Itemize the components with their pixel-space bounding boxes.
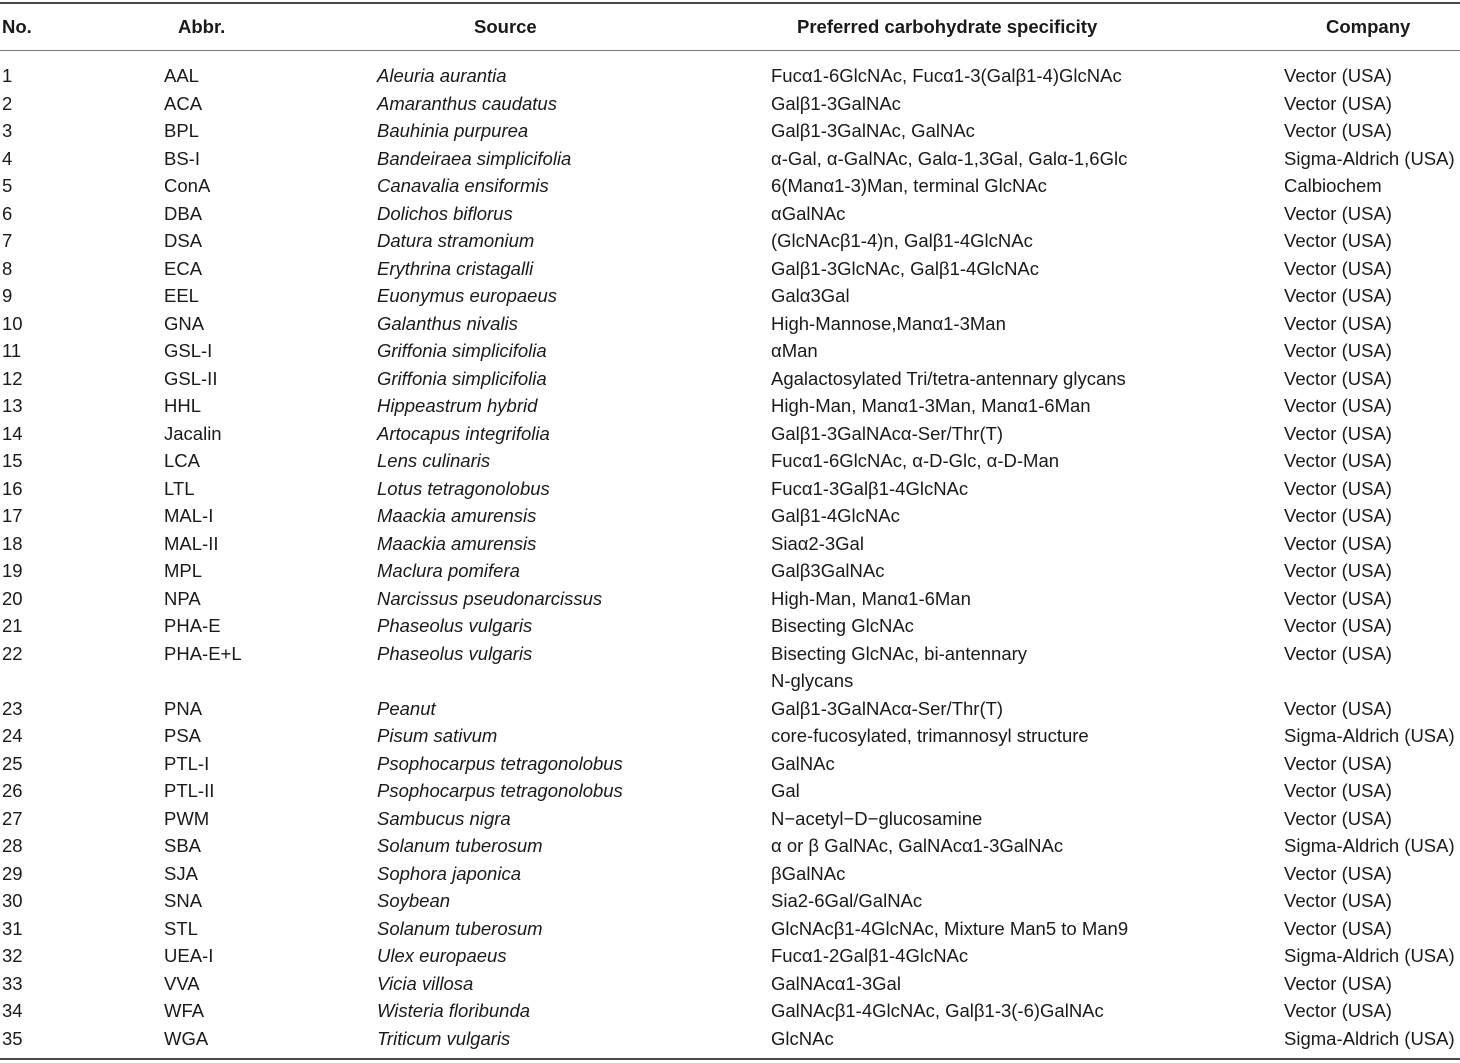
cell-company: Vector (USA) [1284,285,1392,306]
table-row [0,832,1460,860]
cell-no: 12 [2,367,23,389]
table-row [0,337,1460,365]
cell-abbr: WFA [164,1000,205,1021]
cell-abbr: GNA [164,312,205,334]
cell-source: Bandeiraea simplicifolia [377,147,572,169]
cell-no: 5 [2,175,13,196]
table-row [0,530,1460,558]
cell-source: Dolichos biflorus [377,202,513,224]
cell-no: 15 [2,450,23,471]
cell-abbr: DSA [164,230,203,251]
cell-source: Peanut [377,697,436,719]
cell-specificity: Fucα1-6GlcNAc, Fucα1-3(Galβ1-4)GlcNAc [771,65,1122,86]
cell-specificity: Galβ1-4GlcNAc [771,505,900,526]
cell-abbr: PTL-I [164,752,210,774]
cell-abbr: UEA-I [164,945,214,966]
cell-source: Vicia villosa [377,972,474,994]
table-row [0,145,1460,173]
table-row [0,887,1460,915]
cell-no: 11 [2,340,22,361]
cell-abbr: MAL-I [164,505,214,526]
cell-no: 28 [2,835,23,856]
cell-company: Vector (USA) [1284,477,1392,499]
header-source: Source [474,16,537,37]
cell-specificity: High-Man, Manα1-3Man, Manα1-6Man [771,395,1091,416]
cell-specificity: N−acetyl−D−glucosamine [771,807,983,829]
cell-abbr: Jacalin [164,422,222,444]
cell-company: Vector (USA) [1284,890,1392,911]
cell-specificity: High-Man, Manα1-6Man [771,587,971,609]
cell-company: Vector (USA) [1284,395,1392,416]
cell-source: Phaseolus vulgaris [377,615,533,636]
table-row [0,750,1460,778]
table-row [0,310,1460,338]
table-row [0,640,1460,695]
cell-source: Narcissus pseudonarcissus [377,587,603,609]
cell-source: Soybean [377,890,451,911]
cell-source: Sophora japonica [377,862,521,884]
cell-company: Vector (USA) [1284,257,1392,279]
cell-specificity: Galα3Gal [771,285,850,306]
cell-no: 14 [2,422,23,444]
cell-source: Pisum sativum [377,725,498,746]
cell-no: 18 [2,532,23,554]
cell-source: Hippeastrum hybrid [377,395,538,416]
cell-specificity: αMan [771,340,818,361]
cell-specificity: α-Gal, α-GalNAc, Galα-1,3Gal, Galα-1,6Glc [771,147,1128,169]
cell-company: Vector (USA) [1284,752,1392,774]
cell-no: 25 [2,752,23,774]
cell-abbr: ECA [164,257,203,279]
cell-specificity: Agalactosylated Tri/tetra-antennary glycans [771,367,1126,389]
cell-source: Maackia amurensis [377,532,537,554]
cell-specificity: Sia2-6Gal/GalNAc [771,890,923,911]
table-row [0,942,1460,970]
cell-abbr: GSL-II [164,367,218,389]
table-row [0,970,1460,998]
cell-no: 21 [2,615,23,636]
cell-specificity: Bisecting GlcNAc [771,615,914,636]
cell-abbr: DBA [164,202,203,224]
cell-company: Vector (USA) [1284,917,1392,939]
cell-abbr: AAL [164,65,199,86]
cell-company: Vector (USA) [1284,532,1392,554]
cell-source: Sambucus nigra [377,807,511,829]
table-row [0,997,1460,1025]
cell-company: Vector (USA) [1284,202,1392,224]
cell-no: 8 [2,257,13,279]
cell-no: 10 [2,312,23,334]
table-row [0,585,1460,613]
cell-specificity: Galβ1-3GalNAc, GalNAc [771,120,975,141]
cell-no: 33 [2,972,23,994]
table-row [0,62,1460,90]
cell-no: 20 [2,587,23,609]
cell-specificity: Fucα1-2Galβ1-4GlcNAc [771,945,969,966]
cell-abbr: MAL-II [164,532,219,554]
cell-source: Phaseolus vulgaris [377,642,533,664]
cell-specificity: GlcNAc [771,1027,834,1049]
cell-no: 2 [2,92,13,114]
cell-specificity: Siaα2-3Gal [771,532,864,554]
cell-specificity: Galβ1-3GlcNAc, Galβ1-4GlcNAc [771,257,1040,279]
cell-company: Vector (USA) [1284,340,1392,361]
cell-company: Vector (USA) [1284,807,1392,829]
cell-company: Vector (USA) [1284,972,1392,994]
cell-abbr: STL [164,917,198,939]
table-row [0,420,1460,448]
table-header-rule [0,50,1460,51]
header-specificity: Preferred carbohydrate specificity [797,16,1098,37]
cell-source: Canavalia ensiformis [377,175,549,196]
cell-abbr: LCA [164,450,200,471]
table-row [0,475,1460,503]
cell-abbr: PHA-E+L [164,642,242,664]
cell-no: 16 [2,477,23,499]
cell-source: Artocapus integrifolia [377,422,550,444]
cell-specificity: Fucα1-6GlcNAc, α-D-Glc, α-D-Man [771,450,1060,471]
cell-company: Vector (USA) [1284,587,1392,609]
header-no: No. [2,16,32,37]
cell-company: Vector (USA) [1284,450,1392,471]
cell-no: 6 [2,202,13,224]
cell-abbr: PSA [164,725,202,746]
table-row [0,612,1460,640]
cell-company: Vector (USA) [1284,780,1392,801]
cell-abbr: MPL [164,560,203,581]
cell-specificity: core-fucosylated, trimannosyl structure [771,725,1089,746]
cell-no: 31 [2,917,23,939]
table-row [0,557,1460,585]
cell-specificity: βGalNAc [771,862,846,884]
cell-no: 34 [2,1000,23,1021]
cell-no: 30 [2,890,23,911]
cell-abbr: PHA-E [164,615,221,636]
cell-source: Euonymus europaeus [377,285,557,306]
cell-abbr: BPL [164,120,199,141]
cell-no: 29 [2,862,23,884]
cell-abbr: GSL-I [164,340,213,361]
cell-company: Vector (USA) [1284,615,1392,636]
cell-specificity: Gal [771,780,800,801]
cell-specificity: Galβ1-3GalNAc [771,92,901,114]
cell-no: 3 [2,120,13,141]
cell-company: Sigma-Aldrich (USA) [1284,1027,1455,1049]
cell-source: Griffonia simplicifolia [377,367,547,389]
cell-abbr: VVA [164,972,200,994]
cell-no: 4 [2,147,13,169]
cell-company: Vector (USA) [1284,312,1392,334]
header-company: Company [1326,16,1411,37]
cell-source: Wisteria floribunda [377,1000,531,1021]
cell-no: 26 [2,780,23,801]
table-row [0,117,1460,145]
cell-specificity: Bisecting GlcNAc, bi-antennary [771,642,1028,664]
cell-source: Psophocarpus tetragonolobus [377,752,623,774]
cell-abbr: BS-I [164,147,200,169]
cell-abbr: NPA [164,587,201,609]
table-row [0,365,1460,393]
cell-source: Datura stramonium [377,230,535,251]
cell-specificity: αGalNAc [771,202,846,224]
cell-abbr: ACA [164,92,203,114]
cell-company: Vector (USA) [1284,560,1392,581]
cell-company: Vector (USA) [1284,697,1392,719]
table-row [0,392,1460,420]
cell-no: 23 [2,697,23,719]
cell-company: Vector (USA) [1284,422,1392,444]
table-row [0,915,1460,943]
cell-source: Lens culinaris [377,450,491,471]
cell-company: Calbiochem [1284,175,1382,196]
cell-no: 9 [2,285,13,306]
cell-abbr: ConA [164,175,211,196]
cell-specificity: Galβ1-3GalNAcα-Ser/Thr(T) [771,697,1004,719]
cell-company: Sigma-Aldrich (USA) [1284,725,1455,746]
cell-no: 35 [2,1027,23,1049]
table-row [0,805,1460,833]
cell-source: Erythrina cristagalli [377,257,534,279]
cell-company: Vector (USA) [1284,367,1392,389]
table-header [0,4,1460,50]
cell-abbr: PTL-II [164,780,215,801]
cell-company: Vector (USA) [1284,505,1392,526]
cell-company: Vector (USA) [1284,230,1392,251]
cell-specificity-continued: N-glycans [771,670,854,691]
cell-abbr: LTL [164,477,195,499]
cell-abbr: EEL [164,285,199,306]
cell-no: 7 [2,230,13,251]
cell-source: Galanthus nivalis [377,312,518,334]
cell-abbr: PNA [164,697,203,719]
table-row [0,282,1460,310]
cell-source: Aleuria aurantia [377,65,507,86]
table-bottom-rule [0,1058,1460,1060]
cell-company: Vector (USA) [1284,92,1392,114]
cell-company: Sigma-Aldrich (USA) [1284,945,1455,966]
cell-company: Vector (USA) [1284,120,1392,141]
cell-no: 19 [2,560,23,581]
cell-no: 22 [2,642,23,664]
cell-company: Sigma-Aldrich (USA) [1284,835,1455,856]
cell-specificity: High-Mannose,Manα1-3Man [771,312,1006,334]
cell-source: Bauhinia purpurea [377,120,529,141]
table-row [0,502,1460,530]
header-abbr: Abbr. [178,16,226,37]
table-row [0,90,1460,118]
cell-specificity: α or β GalNAc, GalNAcα1-3GalNAc [771,835,1064,856]
table-row [0,777,1460,805]
cell-no: 27 [2,807,23,829]
cell-abbr: SNA [164,890,203,911]
cell-source: Griffonia simplicifolia [377,340,547,361]
table-row [0,447,1460,475]
cell-source: Solanum tuberosum [377,917,543,939]
cell-company: Vector (USA) [1284,862,1392,884]
cell-abbr: HHL [164,395,202,416]
cell-company: Vector (USA) [1284,1000,1392,1021]
cell-specificity: Fucα1-3Galβ1-4GlcNAc [771,477,969,499]
table-row [0,1025,1460,1053]
table-row [0,227,1460,255]
cell-source: Maackia amurensis [377,505,537,526]
table-row [0,255,1460,283]
cell-source: Amaranthus caudatus [377,92,557,114]
cell-abbr: SJA [164,862,198,884]
cell-specificity: GlcNAcβ1-4GlcNAc, Mixture Man5 to Man9 [771,917,1129,939]
table-row [0,200,1460,228]
cell-source: Lotus tetragonolobus [377,477,550,499]
cell-specificity: GalNAc [771,752,835,774]
cell-specificity: Galβ1-3GalNAcα-Ser/Thr(T) [771,422,1004,444]
cell-company: Vector (USA) [1284,65,1392,86]
table-row [0,172,1460,200]
cell-source: Ulex europaeus [377,945,507,966]
cell-specificity: GalNAcα1-3Gal [771,972,901,994]
cell-source: Solanum tuberosum [377,835,543,856]
table-row [0,860,1460,888]
cell-source: Maclura pomifera [377,560,520,581]
cell-specificity: GalNAcβ1-4GlcNAc, Galβ1-3(-6)GalNAc [771,1000,1104,1021]
cell-company: Sigma-Aldrich (USA) [1284,147,1455,169]
table-row [0,722,1460,750]
cell-abbr: WGA [164,1027,209,1049]
table-body [0,62,1460,1052]
cell-abbr: SBA [164,835,202,856]
cell-no: 32 [2,945,23,966]
table-row [0,695,1460,723]
cell-specificity: Galβ3GalNAc [771,560,885,581]
cell-specificity: 6(Manα1-3)Man, terminal GlcNAc [771,175,1047,196]
cell-abbr: PWM [164,807,210,829]
cell-no: 24 [2,725,23,746]
cell-company: Vector (USA) [1284,642,1392,664]
cell-no: 17 [2,505,23,526]
cell-source: Psophocarpus tetragonolobus [377,780,623,801]
cell-specificity: (GlcNAcβ1-4)n, Galβ1-4GlcNAc [771,230,1033,251]
cell-no: 1 [2,65,13,86]
cell-source: Triticum vulgaris [377,1027,511,1049]
cell-no: 13 [2,395,23,416]
